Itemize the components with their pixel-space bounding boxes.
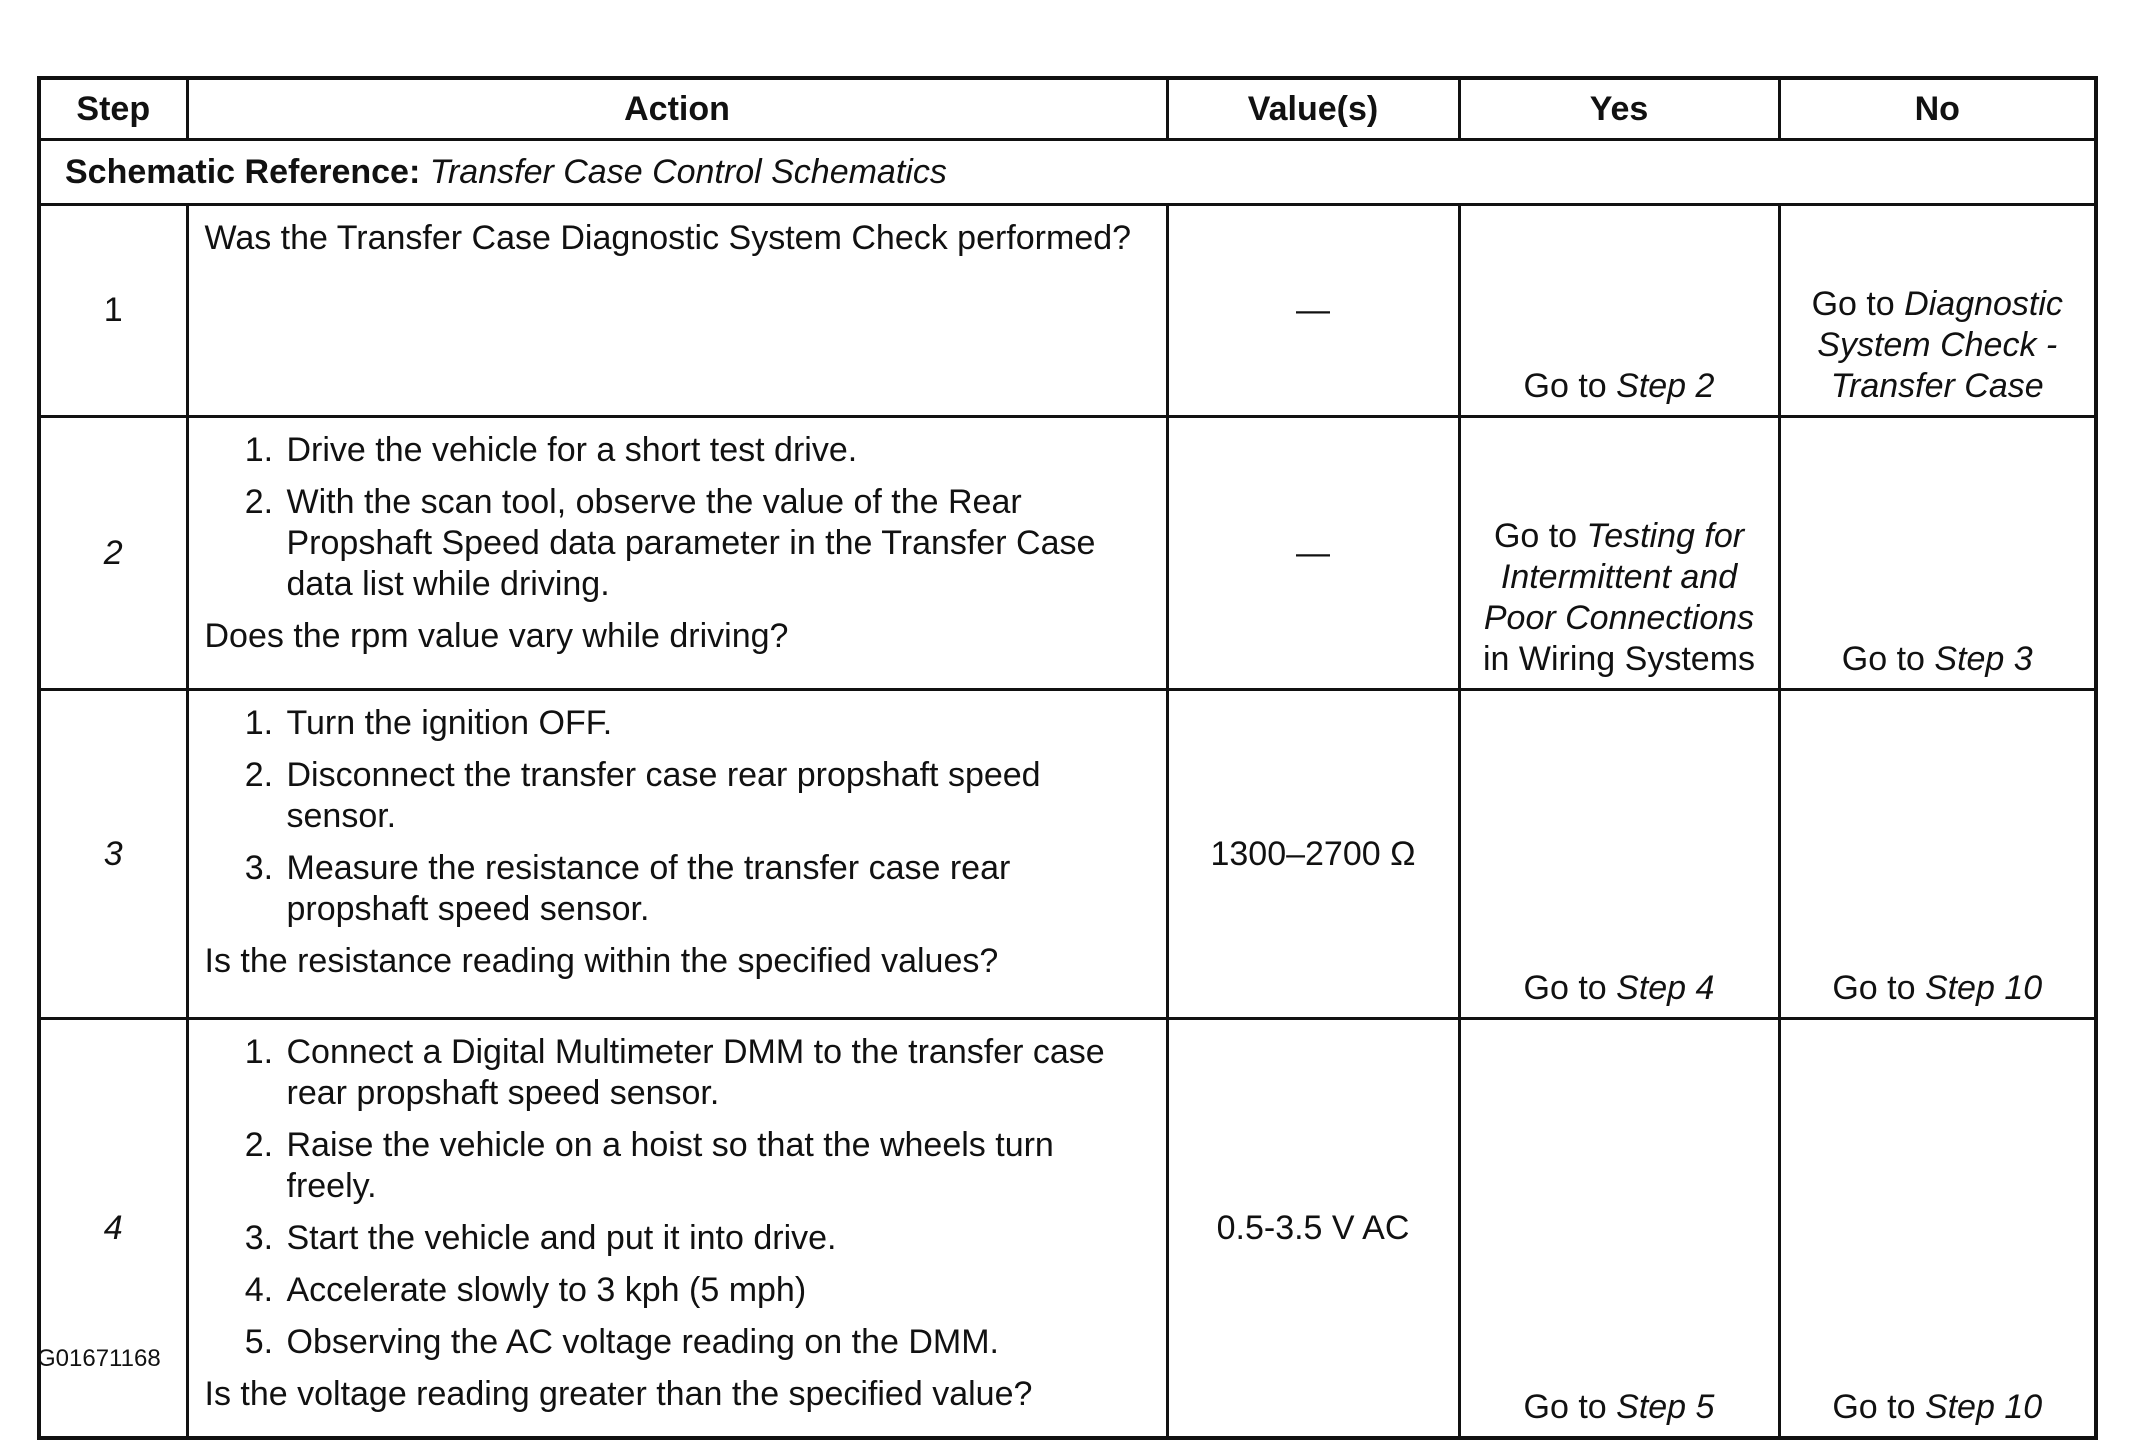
- step-number: 4: [39, 1019, 187, 1439]
- action-item: 2. With the scan tool, observe the value of the Rear Propshaft Speed data parameter in the Transfer Case data list while driving.: [283, 482, 1152, 605]
- table-row: [39, 1019, 2096, 1439]
- action-item: 3. Measure the resistance of the transfer case rear propshaft speed sensor.: [283, 848, 1152, 930]
- yes-cell: Go to Step 4: [1459, 690, 1779, 1019]
- yes-cell: Go to Step 5: [1459, 1019, 1779, 1439]
- action-cell: [187, 205, 1167, 417]
- value-cell: —: [1167, 205, 1459, 417]
- schematic-reference: [39, 140, 2096, 205]
- table-row: [39, 690, 2096, 1019]
- header-no: No: [1779, 78, 2096, 140]
- figure-id: G01671168: [37, 1345, 161, 1372]
- action-question: Is the voltage reading greater than the specified value?: [204, 1375, 1033, 1413]
- action-steps: [205, 1032, 1152, 1363]
- header-yes: Yes: [1459, 78, 1779, 140]
- schematic-reference-row: [39, 140, 2096, 205]
- header-row: [39, 78, 2096, 140]
- no-link[interactable]: Step 10: [1924, 969, 2043, 1007]
- action-steps: [205, 703, 1152, 930]
- action-item: 5. Observing the AC voltage reading on the DMM.: [283, 1322, 1152, 1363]
- table-row: [39, 205, 2096, 417]
- diagnostic-table: [37, 76, 2098, 1440]
- no-cell: Go to Step 10: [1779, 690, 2096, 1019]
- action-item: 3. Start the vehicle and put it into drive.: [283, 1218, 1152, 1259]
- no-cell: Go to Diagnostic System Check - Transfer Case: [1779, 205, 2096, 417]
- action-cell: [187, 417, 1167, 690]
- value-cell: 1300–2700 Ω: [1167, 690, 1459, 1019]
- schematic-reference-link[interactable]: Transfer Case Control Schematics: [429, 152, 947, 191]
- value-cell: 0.5-3.5 V AC: [1167, 1019, 1459, 1439]
- action-item: 2. Raise the vehicle on a hoist so that the wheels turn freely.: [283, 1125, 1152, 1207]
- action-intro: Was the Transfer Case Diagnostic System Check performed?: [204, 219, 1132, 257]
- action-item: 2. Disconnect the transfer case rear propshaft speed sensor.: [283, 755, 1152, 837]
- action-cell: [187, 1019, 1167, 1439]
- header-values: Value(s): [1167, 78, 1459, 140]
- yes-link[interactable]: Step 4: [1616, 969, 1715, 1007]
- no-cell: Go to Step 3: [1779, 417, 2096, 690]
- action-item: 1. Drive the vehicle for a short test drive.: [283, 430, 1152, 471]
- yes-cell: Go to Testing for Intermittent and Poor Connections in Wiring Systems: [1459, 417, 1779, 690]
- action-question: Is the resistance reading within the specified values?: [204, 942, 999, 980]
- table-row: [39, 417, 2096, 690]
- action-cell: [187, 690, 1167, 1019]
- schematic-reference-label: Schematic Reference:: [65, 152, 421, 191]
- no-cell: Go to Step 10: [1779, 1019, 2096, 1439]
- action-item: 4. Accelerate slowly to 3 kph (5 mph): [283, 1270, 1152, 1311]
- value-cell: —: [1167, 417, 1459, 690]
- action-item: 1. Turn the ignition OFF.: [283, 703, 1152, 744]
- header-step: Step: [39, 78, 187, 140]
- action-item: 1. Connect a Digital Multimeter DMM to the transfer case rear propshaft speed sensor.: [283, 1032, 1152, 1114]
- no-link[interactable]: Step 3: [1934, 640, 2033, 678]
- step-number: 2: [39, 417, 187, 690]
- yes-plain: in Wiring Systems: [1482, 640, 1756, 678]
- action-question: Does the rpm value vary while driving?: [204, 617, 789, 655]
- yes-cell: Go to Step 2: [1459, 205, 1779, 417]
- no-link[interactable]: Diagnostic System Check - Transfer Case: [1817, 285, 2063, 405]
- no-link[interactable]: Step 10: [1924, 1388, 2043, 1426]
- yes-link[interactable]: Testing for Intermittent and Poor Connections: [1483, 517, 1755, 637]
- header-action: Action: [187, 78, 1167, 140]
- yes-link[interactable]: Step 2: [1616, 367, 1715, 405]
- step-number: 1: [39, 205, 187, 417]
- action-steps: [205, 430, 1152, 605]
- step-number: 3: [39, 690, 187, 1019]
- yes-link[interactable]: Step 5: [1616, 1388, 1715, 1426]
